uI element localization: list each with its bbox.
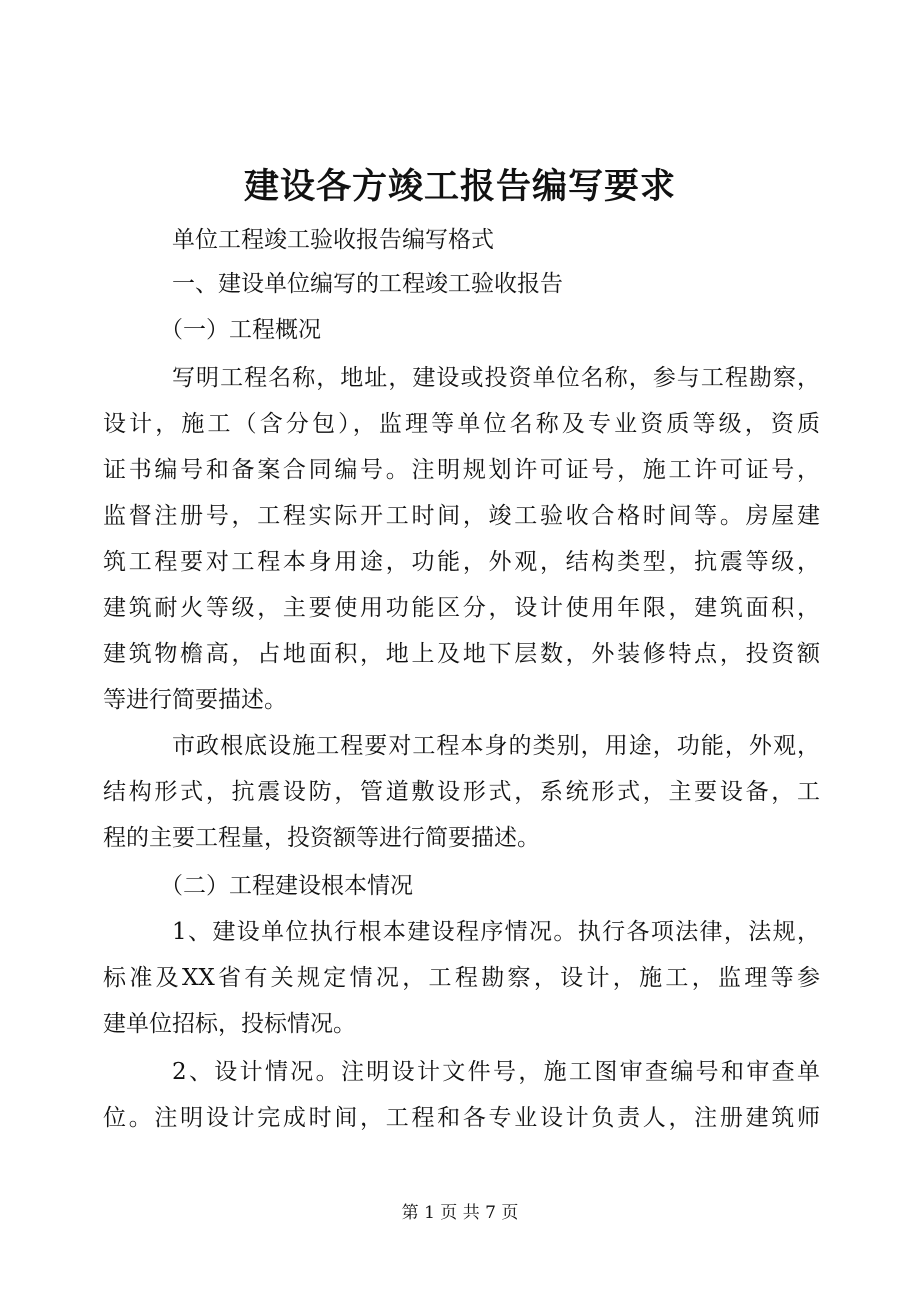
document-title: 建设各方竣工报告编写要求 <box>243 166 676 207</box>
subsection-heading: （一）工程概况 <box>160 317 321 343</box>
paragraph-line: 标准及XX省有关规定情况，工程勘察，设计，施工，监理等参 <box>103 965 820 991</box>
page-number-footer: 第 1 页 共 7 页 <box>401 1203 519 1223</box>
paragraph-line: 设计，施工（含分包），监理等单位名称及专业资质等级，资质 <box>103 411 820 437</box>
paragraph-line: 市政根底设施工程要对工程本身的类别，用途，功能，外观， <box>172 733 820 759</box>
paragraph-line: 程的主要工程量，投资额等进行简要描述。 <box>103 825 540 851</box>
paragraph-line: 筑工程要对工程本身用途，功能，外观，结构类型，抗震等级， <box>103 549 820 575</box>
paragraph-line: 建单位招标，投标情况。 <box>103 1011 356 1037</box>
paragraph-line: 建筑物檐高，占地面积，地上及地下层数，外装修特点，投资额 <box>103 641 820 667</box>
paragraph-line: 结构形式，抗震设防，管道敷设形式，系统形式，主要设备，工 <box>103 779 820 805</box>
paragraph-line: 2、设计情况。注明设计文件号，施工图审查编号和审查单 <box>172 1059 820 1085</box>
paragraph-line: 等进行简要描述。 <box>103 687 287 713</box>
paragraph-line: 建筑耐火等级，主要使用功能区分，设计使用年限，建筑面积， <box>103 595 820 621</box>
paragraph-line: 位。注明设计完成时间，工程和各专业设计负责人，注册建筑师 <box>103 1105 820 1131</box>
paragraph-line: 监督注册号，工程实际开工时间，竣工验收合格时间等。房屋建 <box>103 503 820 529</box>
paragraph-line: 写明工程名称，地址，建设或投资单位名称，参与工程勘察， <box>172 365 820 391</box>
section-heading: 一、建设单位编写的工程竣工验收报告 <box>172 271 563 297</box>
subsection-heading: （二）工程建设根本情况 <box>160 873 413 899</box>
paragraph-line: 1、建设单位执行根本建设程序情况。执行各项法律，法规， <box>172 919 820 945</box>
subtitle: 单位工程竣工验收报告编写格式 <box>172 227 494 253</box>
paragraph-line: 证书编号和备案合同编号。注明规划许可证号，施工许可证号， <box>103 457 820 483</box>
